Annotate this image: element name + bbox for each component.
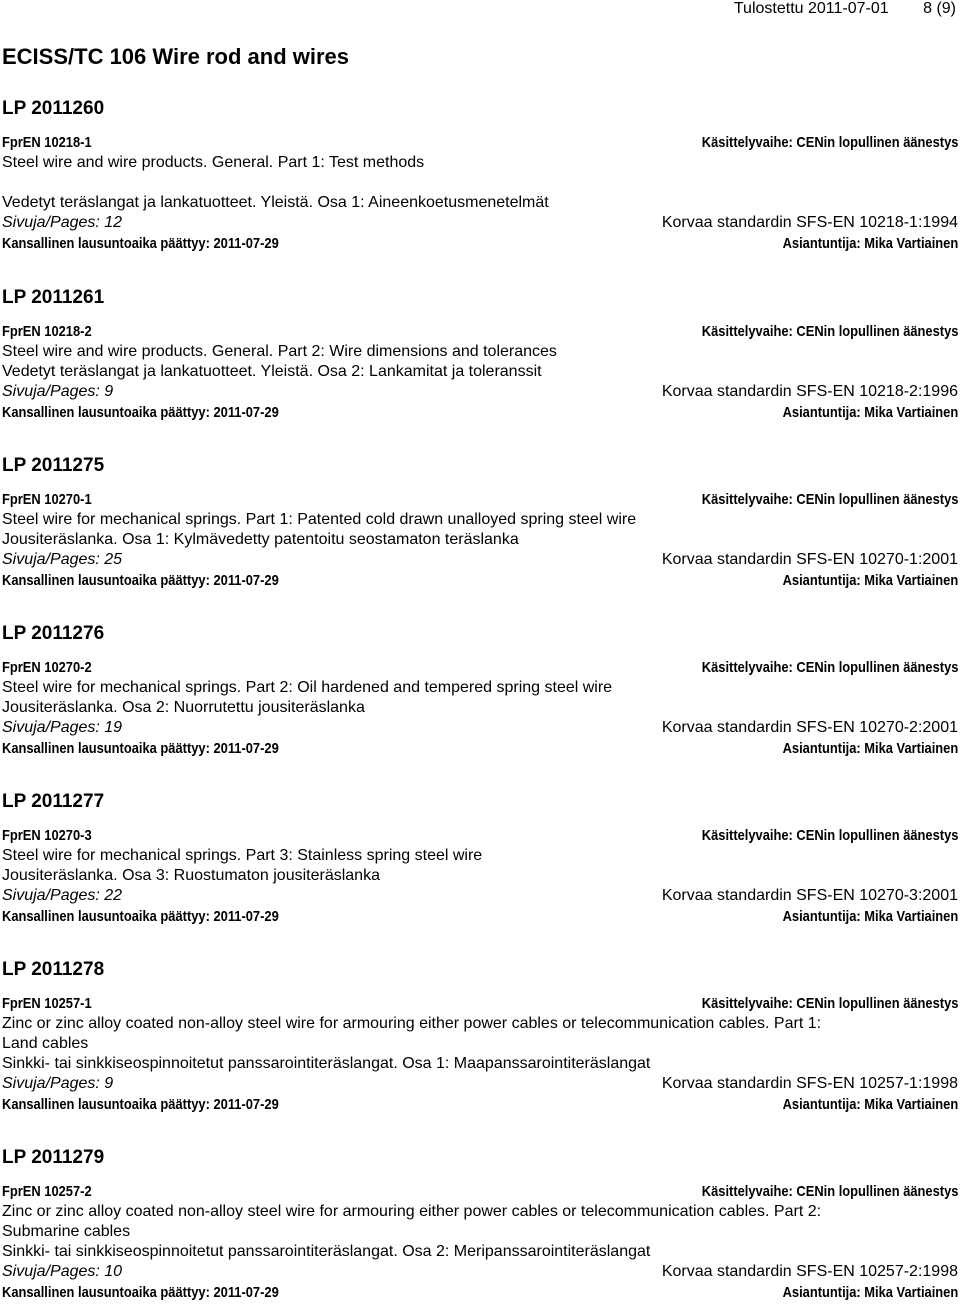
lp-number: LP 2011276: [2, 623, 105, 644]
lp-number: LP 2011260: [2, 98, 105, 119]
comment-deadline: Kansallinen lausuntoaika päättyy: 2011-07-29: [2, 908, 279, 925]
processing-stage: Käsittelyvaihe: CENin lopullinen äänestys: [701, 1183, 958, 1200]
description-line: Steel wire for mechanical springs. Part 3: Stainless spring steel wire: [2, 847, 483, 864]
description-line: Land cables: [2, 1035, 89, 1052]
replaces-standard: Korvaa standardin SFS-EN 10218-1:1994: [661, 214, 958, 231]
comment-deadline: Kansallinen lausuntoaika päättyy: 2011-07-29: [2, 572, 279, 589]
description-line: Zinc or zinc alloy coated non-alloy steel wire for armouring either power cables or telecommunication cables. Part 1:: [2, 1015, 822, 1032]
page-count: Sivuja/Pages: 22: [2, 887, 123, 904]
expert-line: [754, 1284, 958, 1302]
stage-line: [660, 323, 958, 341]
stage-line: [660, 995, 958, 1013]
comment-deadline: Kansallinen lausuntoaika päättyy: 2011-07-29: [2, 1096, 279, 1113]
page-number: 8 (9): [923, 0, 956, 17]
description-line: Vedetyt teräslangat ja lankatuotteet. Yleistä. Osa 2: Lankamitat ja toleranssit: [2, 363, 542, 380]
lp-number: LP 2011261: [2, 287, 105, 308]
expert-line: [754, 404, 958, 422]
description-line: Jousiteräslanka. Osa 1: Kylmävedetty patentoitu seostamaton teräslanka: [2, 531, 519, 548]
description-line: Steel wire and wire products. General. Part 2: Wire dimensions and tolerances: [2, 343, 557, 360]
processing-stage: Käsittelyvaihe: CENin lopullinen äänestys: [701, 134, 958, 151]
standard-code: FprEN 10257-2: [2, 1183, 92, 1200]
lp-number: LP 2011275: [2, 455, 105, 476]
page-count: Sivuja/Pages: 12: [2, 214, 123, 231]
standard-code: FprEN 10270-1: [2, 491, 92, 508]
stage-line: [660, 491, 958, 509]
page-count: Sivuja/Pages: 9: [2, 1075, 114, 1092]
lp-number: LP 2011278: [2, 959, 105, 980]
description-line: Steel wire for mechanical springs. Part 2: Oil hardened and tempered spring steel wire: [2, 679, 613, 696]
processing-stage: Käsittelyvaihe: CENin lopullinen äänestys: [701, 491, 958, 508]
standard-code: FprEN 10270-2: [2, 659, 92, 676]
page-count: Sivuja/Pages: 25: [2, 551, 123, 568]
expert-name: Asiantuntija: Mika Vartiainen: [782, 740, 958, 757]
expert-line: [754, 1096, 958, 1114]
description-line: Jousiteräslanka. Osa 2: Nuorrutettu jousiteräslanka: [2, 699, 365, 716]
expert-name: Asiantuntija: Mika Vartiainen: [782, 572, 958, 589]
replaces-standard: Korvaa standardin SFS-EN 10257-1:1998: [661, 1075, 958, 1092]
expert-name: Asiantuntija: Mika Vartiainen: [782, 1096, 958, 1113]
processing-stage: Käsittelyvaihe: CENin lopullinen äänestys: [701, 995, 958, 1012]
comment-deadline: Kansallinen lausuntoaika päättyy: 2011-07-29: [2, 1284, 279, 1301]
stage-line: [660, 1183, 958, 1201]
comment-deadline: Kansallinen lausuntoaika päättyy: 2011-07-29: [2, 235, 279, 252]
expert-name: Asiantuntija: Mika Vartiainen: [782, 404, 958, 421]
standard-code: FprEN 10218-1: [2, 134, 92, 151]
document-title: ECISS/TC 106 Wire rod and wires: [2, 44, 350, 69]
processing-stage: Käsittelyvaihe: CENin lopullinen äänestys: [701, 659, 958, 676]
expert-name: Asiantuntija: Mika Vartiainen: [782, 908, 958, 925]
page-count: Sivuja/Pages: 9: [2, 383, 114, 400]
processing-stage: Käsittelyvaihe: CENin lopullinen äänestys: [701, 827, 958, 844]
lp-number: LP 2011277: [2, 791, 105, 812]
lp-number: LP 2011279: [2, 1147, 105, 1168]
replaces-standard: Korvaa standardin SFS-EN 10270-3:2001: [661, 887, 958, 904]
standard-code: FprEN 10218-2: [2, 323, 92, 340]
expert-line: [754, 740, 958, 758]
description-line: Submarine cables: [2, 1223, 131, 1240]
page-header: [734, 0, 956, 18]
comment-deadline: Kansallinen lausuntoaika päättyy: 2011-07-29: [2, 404, 279, 421]
standard-code: FprEN 10257-1: [2, 995, 92, 1012]
description-line: Steel wire for mechanical springs. Part 1: Patented cold drawn unalloyed spring steel wire: [2, 511, 637, 528]
standard-code: FprEN 10270-3: [2, 827, 92, 844]
description-line: Vedetyt teräslangat ja lankatuotteet. Yleistä. Osa 1: Aineenkoetusmenetelmät: [2, 194, 549, 211]
description-line: Sinkki- tai sinkkiseospinnoitetut panssarointiteräslangat. Osa 2: Meripanssarointiteräslangat: [2, 1243, 651, 1260]
expert-name: Asiantuntija: Mika Vartiainen: [782, 1284, 958, 1301]
stage-line: [660, 827, 958, 845]
print-date: Tulostettu 2011-07-01: [733, 0, 889, 17]
expert-line: [754, 908, 958, 926]
replaces-standard: Korvaa standardin SFS-EN 10270-2:2001: [661, 719, 958, 736]
description-line: Sinkki- tai sinkkiseospinnoitetut panssarointiteräslangat. Osa 1: Maapanssarointiteräslangat: [2, 1055, 651, 1072]
replaces-standard: Korvaa standardin SFS-EN 10270-1:2001: [661, 551, 958, 568]
expert-line: [754, 235, 958, 253]
replaces-standard: Korvaa standardin SFS-EN 10218-2:1996: [661, 383, 958, 400]
stage-line: [660, 134, 958, 152]
description-line: Jousiteräslanka. Osa 3: Ruostumaton jousiteräslanka: [2, 867, 380, 884]
description-line: Zinc or zinc alloy coated non-alloy steel wire for armouring either power cables or telecommunication cables. Part 2:: [2, 1203, 822, 1220]
description-line: Steel wire and wire products. General. Part 1: Test methods: [2, 154, 425, 171]
replaces-standard: Korvaa standardin SFS-EN 10257-2:1998: [661, 1263, 958, 1280]
expert-name: Asiantuntija: Mika Vartiainen: [782, 235, 958, 252]
expert-line: [754, 572, 958, 590]
stage-line: [660, 659, 958, 677]
page-count: Sivuja/Pages: 10: [2, 1263, 123, 1280]
comment-deadline: Kansallinen lausuntoaika päättyy: 2011-07-29: [2, 740, 279, 757]
page-count: Sivuja/Pages: 19: [2, 719, 123, 736]
processing-stage: Käsittelyvaihe: CENin lopullinen äänestys: [701, 323, 958, 340]
